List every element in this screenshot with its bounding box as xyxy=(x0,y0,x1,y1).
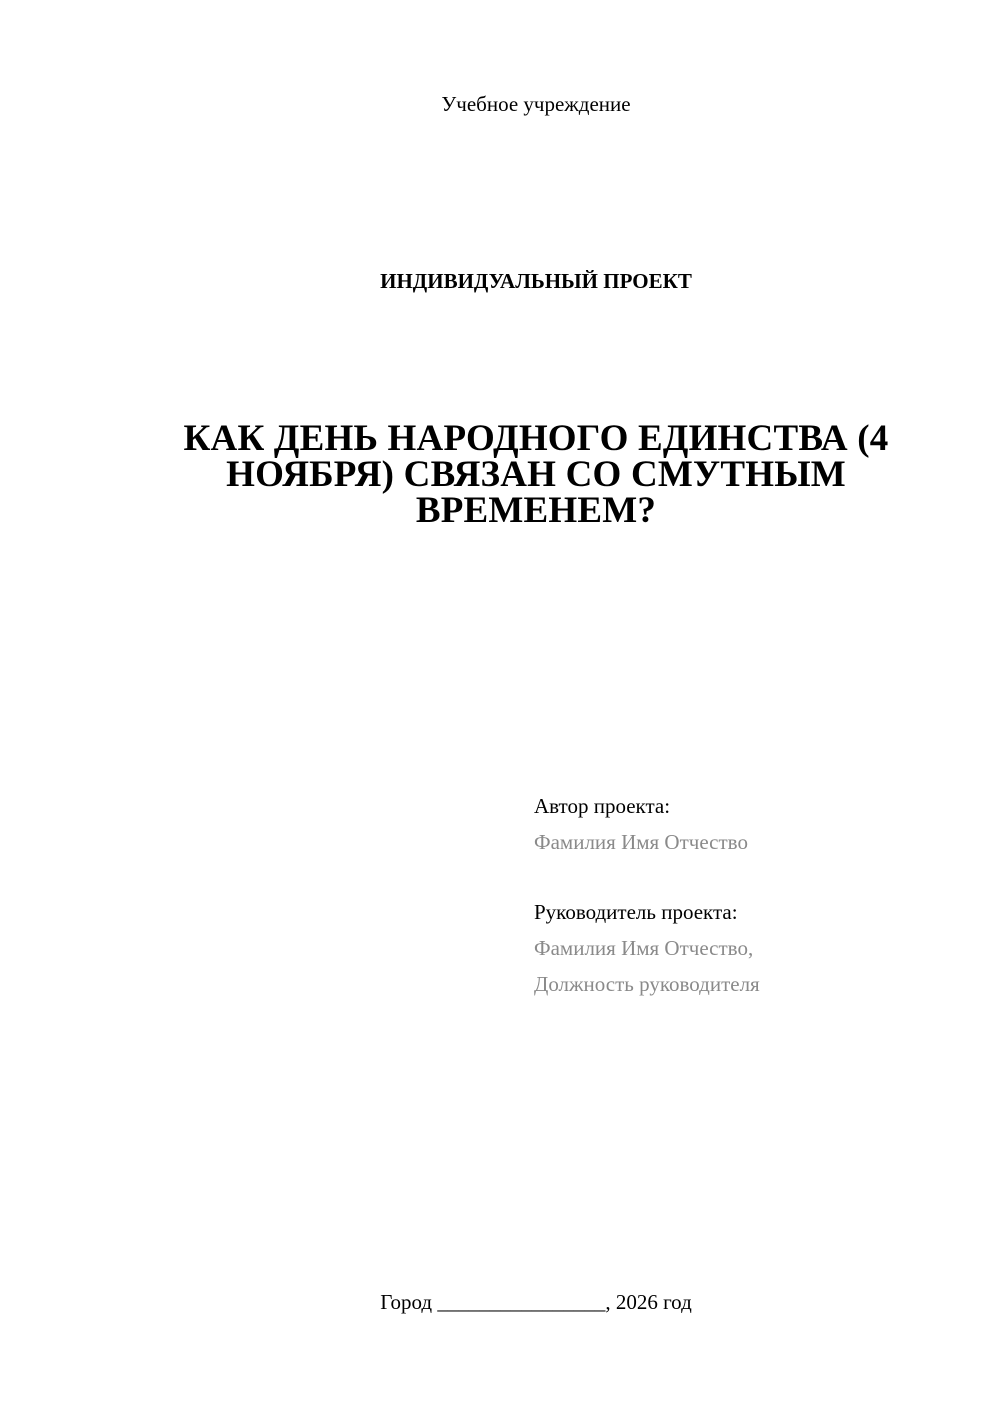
project-title xyxy=(170,418,902,531)
year-text: , 2026 год xyxy=(605,1290,692,1314)
author-label: Автор проекта: xyxy=(534,794,671,818)
project-title-line: ВРЕМЕНЕМ? xyxy=(415,490,657,531)
city-label: Город xyxy=(380,1290,433,1314)
project-type-heading: ИНДИВИДУАЛЬНЫЙ ПРОЕКТ xyxy=(380,269,692,293)
supervisor-label: Руководитель проекта: xyxy=(534,900,738,924)
author-name: Фамилия Имя Отчество xyxy=(534,830,748,854)
project-title-line: НОЯБРЯ) СВЯЗАН СО СМУТНЫМ xyxy=(226,454,846,495)
credits-block xyxy=(534,788,974,1002)
institution-name: Учебное учреждение xyxy=(441,92,631,116)
city-year-line xyxy=(0,1290,1000,1315)
supervisor-name: Фамилия Имя Отчество, xyxy=(534,936,754,960)
supervisor-position: Должность руководителя xyxy=(534,972,760,996)
city-blank: ________________ xyxy=(437,1290,606,1314)
project-title-line: КАК ДЕНЬ НАРОДНОГО ЕДИНСТВА (4 xyxy=(183,418,889,459)
